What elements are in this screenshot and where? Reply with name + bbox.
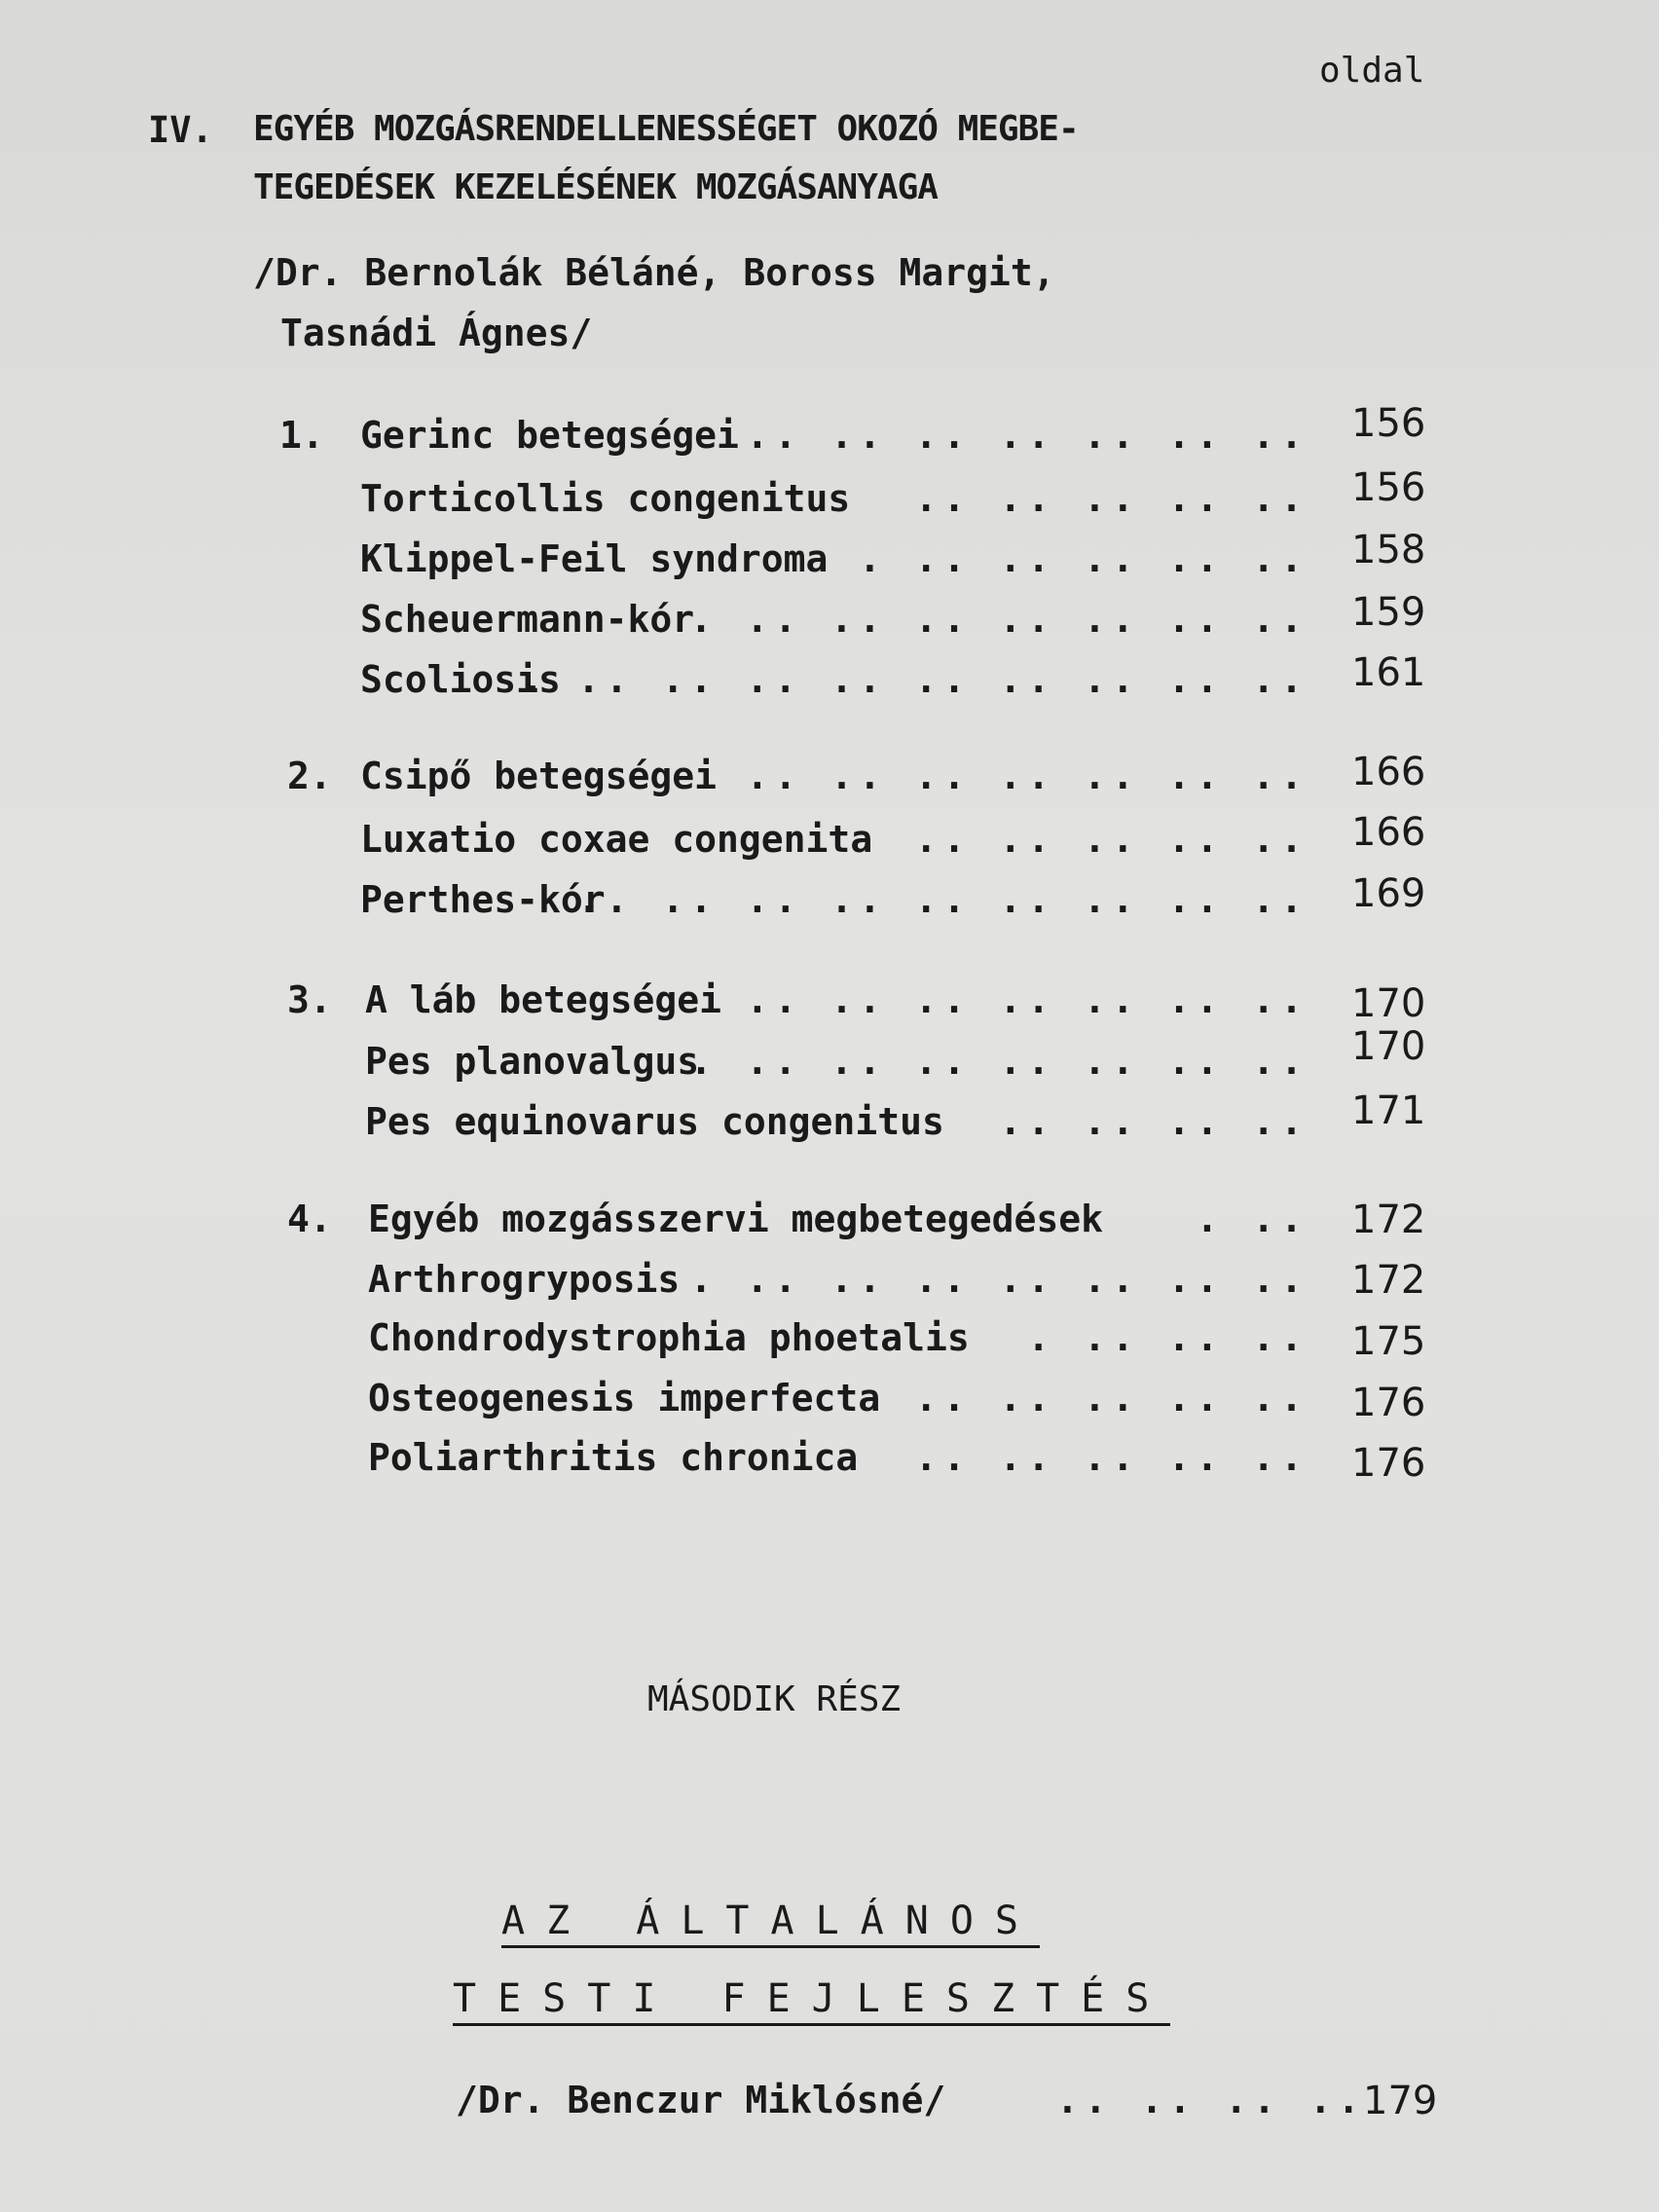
toc-entry-page-number: 175 [1351, 1319, 1426, 1364]
toc-entry [0, 401, 1659, 462]
toc-entry [0, 1377, 1659, 1425]
toc-entry-page-number: 156 [1351, 401, 1426, 446]
toc-entry-page-number: 172 [1351, 1198, 1426, 1242]
part-page-number: 179 [1363, 2079, 1438, 2123]
toc-entry-page-number: 166 [1351, 810, 1426, 855]
toc-entry-dots: . .. .. .. .. .. .. .. .. .. [521, 658, 1309, 701]
toc-entry [0, 590, 1659, 646]
part-label: MÁSODIK RÉSZ [647, 1679, 902, 1719]
toc-entry [0, 1198, 1659, 1246]
toc-entry-title: Torticollis congenitus [360, 477, 851, 520]
toc-entry-title: Csipő betegségei [360, 755, 718, 797]
toc-entry-title: Arthrogryposis [368, 1258, 681, 1301]
toc-entry-title: Egyéb mozgásszervi megbetegedések [368, 1198, 1103, 1240]
toc-entry-dots: .. .. .. .. .. .. .. .. .. [577, 878, 1309, 921]
toc-entry-title: Perthes-kór [360, 878, 606, 921]
part-author-dots: .. .. .. .. [1056, 2079, 1366, 2121]
toc-entry-title: Poliarthritis chronica [368, 1436, 859, 1479]
toc-entry [0, 1258, 1659, 1307]
toc-entry-title: Scoliosis [360, 658, 561, 701]
toc-entry-page-number: 166 [1351, 750, 1426, 794]
toc-entry [0, 1088, 1659, 1149]
toc-entry-page-number: 169 [1351, 871, 1426, 916]
toc-entry-title: Luxatio coxae congenita [360, 818, 873, 861]
section-number: IV. [148, 109, 213, 151]
toc-entry-dots: .. .. .. .. .. [914, 477, 1309, 520]
toc-entry-dots: . .. .. .. .. .. .. .. [689, 598, 1309, 641]
toc-entry-dots: .. .. .. .. .. [914, 818, 1309, 861]
toc-entry-dots: . .. .. .. .. .. .. .. [689, 1258, 1309, 1301]
toc-entry-dots: .. .. .. .. .. .. .. [746, 414, 1309, 457]
toc-entry-title: Klippel-Feil syndroma [360, 537, 829, 580]
toc-entry [0, 978, 1659, 1027]
toc-entry-dots: . .. .. .. .. .. [858, 537, 1309, 580]
toc-entry-title: Pes equinovarus congenitus [365, 1100, 944, 1143]
section-authors-line2: Tasnádi Ágnes/ [280, 312, 593, 354]
section-authors-line1: /Dr. Bernolák Béláné, Boross Margit, [253, 251, 1055, 294]
toc-entry-page-number: 172 [1351, 1258, 1426, 1303]
toc-entry-number: 3. [287, 978, 332, 1021]
page-column-label: oldal [1319, 51, 1425, 91]
toc-entry [0, 528, 1659, 586]
toc-entry-title: Gerinc betegségei [360, 414, 739, 457]
toc-entry [0, 810, 1659, 866]
toc-entry-page-number: 176 [1351, 1441, 1426, 1486]
toc-entry-title: Pes planovalgus [365, 1040, 700, 1083]
toc-entry-dots: .. .. .. .. .. [914, 1377, 1309, 1419]
toc-entry-dots: .. .. .. .. .. [914, 1436, 1309, 1479]
toc-entry-dots: .. .. .. .. .. .. .. [746, 978, 1309, 1021]
toc-entry [0, 650, 1659, 707]
section-title-line2: TEGEDÉSEK KEZELÉSÉNEK MOZGÁSANYAGA [253, 167, 938, 207]
part-heading-line2: TESTI FEJLESZTÉS [453, 1976, 1170, 2026]
toc-entry-title: Scheuermann-kór [360, 598, 695, 641]
toc-entry-title: A láb betegségei [365, 978, 722, 1021]
part-author: /Dr. Benczur Miklósné/ [456, 2079, 946, 2121]
toc-entry-page-number: 161 [1351, 650, 1426, 695]
toc-entry-title: Chondrodystrophia phoetalis [368, 1316, 970, 1359]
toc-entry-page-number: 176 [1351, 1381, 1426, 1425]
toc-entry-page-number: 158 [1351, 528, 1426, 572]
toc-entry-page-number: 170 [1351, 1024, 1426, 1069]
toc-entry-number: 4. [287, 1198, 332, 1240]
toc-entry-dots: .. .. .. .. .. .. .. [746, 755, 1309, 797]
toc-entry-dots: . .. [1196, 1198, 1309, 1240]
toc-entry-page-number: 159 [1351, 590, 1426, 635]
toc-entry [0, 1024, 1659, 1088]
toc-entry-page-number: 170 [1351, 981, 1426, 1026]
toc-entry-page-number: 171 [1351, 1088, 1426, 1133]
toc-entry [0, 465, 1659, 526]
toc-entry [0, 750, 1659, 803]
section-title-line1: EGYÉB MOZGÁSRENDELLENESSÉGET OKOZÓ MEGBE- [253, 109, 1079, 149]
toc-entry [0, 1436, 1659, 1485]
toc-entry [0, 871, 1659, 927]
toc-entry-dots: .. .. .. .. [999, 1100, 1309, 1143]
toc-entry-dots: . .. .. .. .. .. .. .. [689, 1040, 1309, 1083]
toc-entry [0, 1316, 1659, 1365]
toc-entry-page-number: 156 [1351, 465, 1426, 510]
part-heading-line1: AZ ÁLTALÁNOS [501, 1899, 1040, 1948]
toc-entry-title: Osteogenesis imperfecta [368, 1377, 881, 1419]
toc-entry-number: 1. [279, 414, 324, 457]
toc-entry-number: 2. [287, 755, 332, 797]
toc-entry-dots: . .. .. .. [1027, 1316, 1309, 1359]
